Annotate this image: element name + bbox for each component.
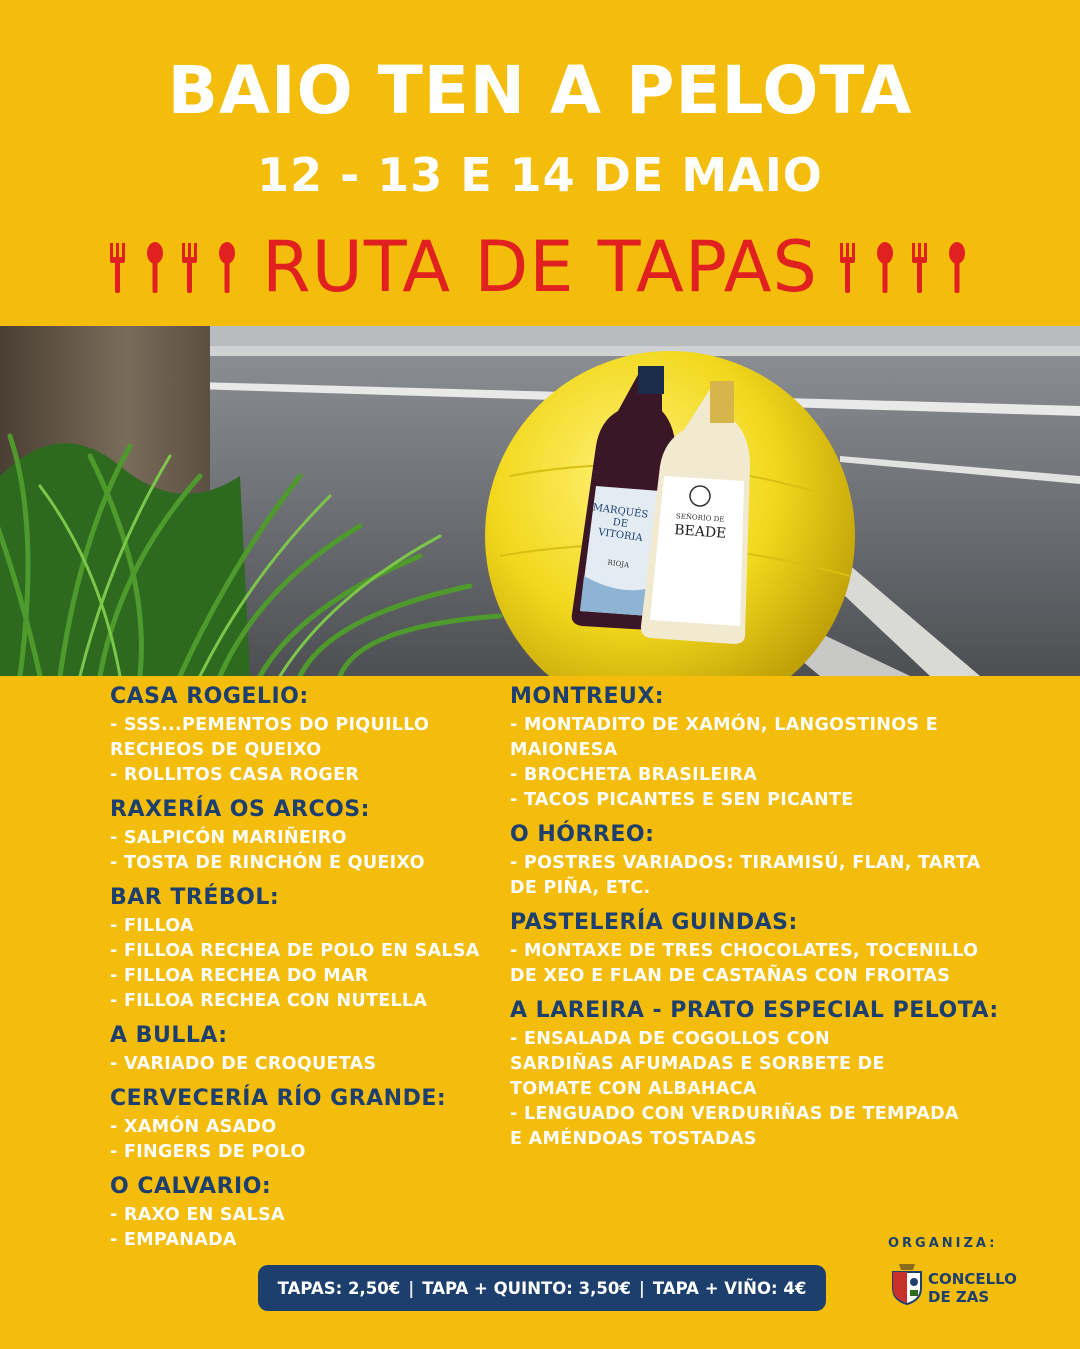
menu-item: - FILLOA RECHEA DO MAR [110,966,369,986]
venue-block [110,1174,490,1253]
hero-photo [0,326,1080,676]
wine-label-red-sub: RIOJA [607,558,630,570]
venue-block [510,684,1030,813]
menu-item: - POSTRES VARIADOS: TIRAMISÚ, FLAN, TARTA [510,853,981,873]
spoon-icon [874,239,900,295]
menu-item: - FINGERS DE POLO [110,1142,306,1162]
venue-name: CASA ROGELIO: [110,684,309,709]
menu-item: - SALPICÓN MARIÑEIRO [110,828,347,848]
menu-item: - FILLOA [110,916,194,936]
menu-item: DE PIÑA, ETC. [510,878,651,898]
coat-of-arms-icon [890,1262,924,1306]
menu-item: - FILLOA RECHEA CON NUTELLA [110,991,428,1011]
fork-icon [910,239,936,295]
menu-item: - VARIADO DE CROQUETAS [110,1054,377,1074]
wine-label-red-2: DE [611,517,629,531]
menu-item: MAIONESA [510,740,618,760]
route-title: RUTA DE TAPAS [262,226,818,308]
menu-item: - TOSTA DE RINCHÓN E QUEIXO [110,853,425,873]
venue-name: MONTREUX: [510,684,665,709]
spoon-icon [946,239,972,295]
menu-item: E AMÉNDOAS TOSTADAS [510,1129,757,1149]
venue-block [110,885,490,1014]
venue-block [110,1023,490,1077]
venue-name: A LAREIRA - PRATO ESPECIAL PELOTA: [510,998,999,1023]
fork-icon [180,239,206,295]
venue-name: PASTELERÍA GUINDAS: [510,910,798,935]
menu-item: - BROCHETA BRASILEIRA [510,765,758,785]
spoon-icon [216,239,242,295]
cutlery-icons-right [838,239,972,295]
venue-name: RAXERÍA OS ARCOS: [110,797,370,822]
price-tapa: TAPAS: 2,50€ [277,1278,401,1298]
menu-item: - ROLLITOS CASA ROGER [110,765,360,785]
venue-name: BAR TRÉBOL: [110,885,280,910]
wine-label-red-1: MARQUÉS [591,502,649,521]
menu-item: - XAMÓN ASADO [110,1117,277,1137]
venues-left-column [110,684,490,1262]
venue-name: O CALVARIO: [110,1174,272,1199]
venue-name: CERVECERÍA RÍO GRANDE: [110,1086,447,1111]
organizer-name-line2: DE ZAS [928,1288,990,1306]
organizer-label: ORGANIZA: [888,1236,998,1251]
menu-item: DE XEO E FLAN DE CASTAÑAS CON FROITAS [510,966,951,986]
menu-item: - SSS...PEMENTOS DO PIQUILLO [110,715,430,735]
price-separator: | [408,1278,415,1298]
wine-label-red-3: VITORIA [597,526,644,545]
menu-item: - RAXO EN SALSA [110,1205,285,1225]
venue-block [110,797,490,876]
venue-name: O HÓRREO: [510,822,655,847]
fork-icon [838,239,864,295]
cutlery-icons-left [108,239,242,295]
venue-block [510,998,1030,1152]
organizer-name [928,1270,1017,1306]
menu-item: TOMATE CON ALBAHACA [510,1079,757,1099]
street-scene-illustration [0,326,1080,676]
wine-label-white-1: SEÑORÍO DE [675,512,725,524]
event-title: BAIO TEN A PELOTA [167,52,913,129]
price-tapa-vino: TAPA + VIÑO: 4€ [652,1278,807,1298]
wine-label-white-2: BEADE [673,522,727,542]
venues-right-column [510,684,1030,1161]
menu-item: - MONTADITO DE XAMÓN, LANGOSTINOS E [510,715,938,735]
price-separator: | [638,1278,645,1298]
menu-item: - EMPANADA [110,1230,237,1250]
menu-item: - LENGUADO CON VERDURIÑAS DE TEMPADA [510,1104,959,1124]
price-tapa-quinto: TAPA + QUINTO: 3,50€ [422,1278,631,1298]
venue-block [110,684,490,788]
menu-item: - TACOS PICANTES E SEN PICANTE [510,790,854,810]
price-bar [258,1265,826,1311]
menu-item: RECHEOS DE QUEIXO [110,740,322,760]
fork-icon [108,239,134,295]
menu-item: - ENSALADA DE COGOLLOS CON [510,1029,830,1049]
organizer-name-line1: CONCELLO [928,1270,1017,1288]
event-dates: 12 - 13 E 14 DE MAIO [257,148,823,202]
menu-item: - FILLOA RECHEA DE POLO EN SALSA [110,941,480,961]
spoon-icon [144,239,170,295]
venue-block [510,822,1030,901]
venue-block [510,910,1030,989]
menu-item: - MONTAXE DE TRES CHOCOLATES, TOCENILLO [510,941,979,961]
venue-block [110,1086,490,1165]
menu-item: SARDIÑAS AFUMADAS E SORBETE DE [510,1054,885,1074]
venue-name: A BULLA: [110,1023,228,1048]
route-heading [0,226,1080,308]
